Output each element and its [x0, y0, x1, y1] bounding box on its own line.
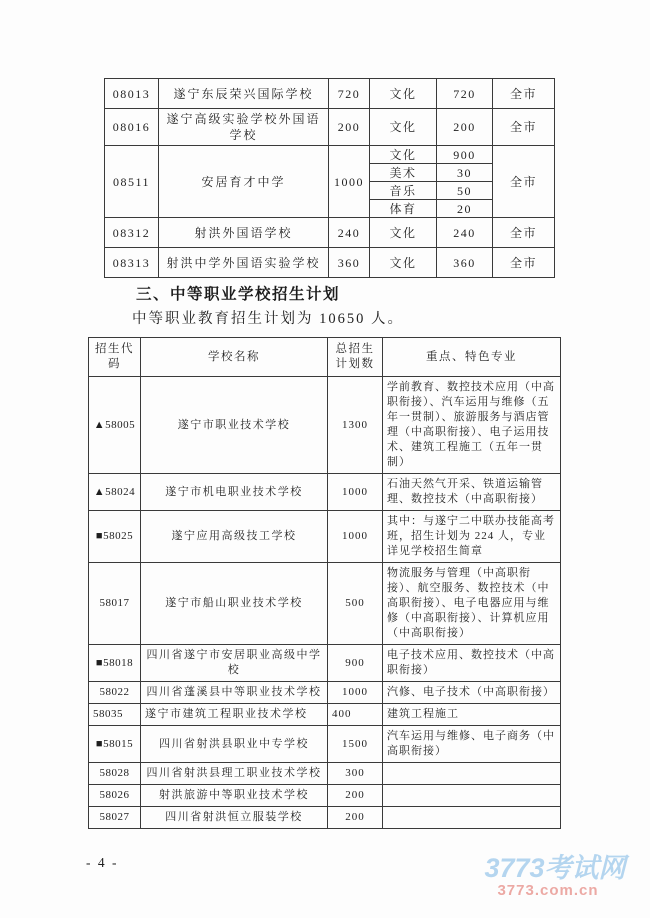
majors-cell: 电子技术应用、数控技术（中高职衔接）: [383, 645, 561, 682]
code-cell: 58028: [89, 763, 141, 785]
code-cell: 58017: [89, 563, 141, 645]
category-cell: 文化: [370, 248, 437, 278]
header-school-name: 学校名称: [141, 338, 328, 377]
table-row: [89, 726, 561, 763]
count-cell: 360: [437, 248, 493, 278]
table-row: [89, 645, 561, 682]
table-row: [89, 807, 561, 829]
section-heading: 三、中等职业学校招生计划: [136, 286, 341, 303]
code-cell: 58035: [89, 704, 141, 726]
total-cell: 720: [329, 79, 370, 109]
table-row: [105, 79, 555, 109]
school-name-cell: 遂宁东辰荣兴国际学校: [159, 79, 329, 109]
table-row: [105, 248, 555, 278]
table-header-row: [89, 338, 561, 377]
majors-cell: 物流服务与管理（中高职衔接）、航空服务、数控技术（中高职衔接）、电子电器应用与维修（中高职衔接）、计算机应用（中高职衔接）: [383, 563, 561, 645]
school-name-cell: 四川省蓬溪县中等职业技术学校: [141, 682, 328, 704]
category-cell: 文化: [370, 218, 437, 248]
total-cell: 1300: [328, 377, 383, 474]
majors-cell: 汽修、电子技术（中高职衔接）: [383, 682, 561, 704]
count-cell: 20: [437, 200, 493, 218]
scope-cell: 全市: [493, 109, 555, 146]
total-cell: 360: [329, 248, 370, 278]
section-intro: 中等职业教育招生计划为 10650 人。: [132, 311, 404, 327]
table-row: [89, 785, 561, 807]
majors-cell: [383, 763, 561, 785]
count-cell: 240: [437, 218, 493, 248]
category-cell: 文化: [370, 109, 437, 146]
count-cell: 200: [437, 109, 493, 146]
school-name-cell: 射洪旅游中等职业技术学校: [141, 785, 328, 807]
majors-cell: 学前教育、数控技术应用（中高职衔接）、汽车运用与维修（五年一贯制）、旅游服务与酒店管理（中高职衔接）、电子运用技术、建筑工程施工（五年一贯制）: [383, 377, 561, 474]
vocational-enrollment-table: [88, 337, 561, 829]
scope-cell: 全市: [493, 248, 555, 278]
senior-high-enrollment-table: [104, 78, 555, 278]
school-name-cell: 四川省射洪县职业中专学校: [141, 726, 328, 763]
category-cell: 体育: [370, 200, 437, 218]
total-cell: 1000: [329, 146, 370, 218]
total-cell: 1000: [328, 682, 383, 704]
count-cell: 30: [437, 164, 493, 182]
senior-high-table-body: [105, 79, 555, 278]
majors-cell: [383, 807, 561, 829]
table-row: [105, 146, 555, 164]
school-name-cell: 四川省射洪恒立服装学校: [141, 807, 328, 829]
total-cell: 1000: [328, 474, 383, 511]
code-cell: 08016: [105, 109, 159, 146]
page-number: - 4 -: [86, 855, 119, 870]
count-cell: 720: [437, 79, 493, 109]
majors-cell: 汽车运用与维修、电子商务（中高职衔接）: [383, 726, 561, 763]
code-cell: 08312: [105, 218, 159, 248]
majors-cell: 石油天然气开采、铁道运输管理、数控技术（中高职衔接）: [383, 474, 561, 511]
school-name-cell: 遂宁高级实验学校外国语学校: [159, 109, 329, 146]
code-cell: 08511: [105, 146, 159, 218]
majors-cell: [383, 785, 561, 807]
table-row: [89, 682, 561, 704]
code-cell: 08313: [105, 248, 159, 278]
school-name-cell: 遂宁市船山职业技术学校: [141, 563, 328, 645]
code-cell: ■58015: [89, 726, 141, 763]
school-name-cell: 遂宁市机电职业技术学校: [141, 474, 328, 511]
category-cell: 音乐: [370, 182, 437, 200]
code-cell: 58027: [89, 807, 141, 829]
total-cell: 1000: [328, 511, 383, 563]
category-cell: 文化: [370, 79, 437, 109]
total-cell: 240: [329, 218, 370, 248]
table-row: [105, 218, 555, 248]
code-cell: ■58025: [89, 511, 141, 563]
school-name-cell: 四川省遂宁市安居职业高级中学校: [141, 645, 328, 682]
total-cell: 400: [328, 704, 383, 726]
school-name-cell: 遂宁市建筑工程职业技术学校: [141, 704, 328, 726]
code-cell: 58022: [89, 682, 141, 704]
table-row: [105, 109, 555, 146]
code-cell: 58026: [89, 785, 141, 807]
table-row: [89, 563, 561, 645]
total-cell: 300: [328, 763, 383, 785]
table-row: [89, 763, 561, 785]
total-cell: 500: [328, 563, 383, 645]
code-cell: ■58018: [89, 645, 141, 682]
code-cell: 08013: [105, 79, 159, 109]
school-name-cell: 四川省射洪县理工职业技术学校: [141, 763, 328, 785]
scope-cell: 全市: [493, 79, 555, 109]
table-row: [89, 474, 561, 511]
watermark: [460, 853, 650, 899]
total-cell: 200: [328, 785, 383, 807]
scope-cell: 全市: [493, 146, 555, 218]
code-cell: ▲58024: [89, 474, 141, 511]
vocational-table-body: [89, 377, 561, 829]
school-name-cell: 射洪外国语学校: [159, 218, 329, 248]
total-cell: 200: [329, 109, 370, 146]
header-enrollment-code: 招生代码: [89, 338, 141, 377]
table-row: [89, 704, 561, 726]
category-cell: 文化: [370, 146, 437, 164]
watermark-site-name: 3773考试网: [484, 853, 626, 883]
table-row: [89, 377, 561, 474]
table-row: [89, 511, 561, 563]
count-cell: 900: [437, 146, 493, 164]
school-name-cell: 遂宁应用高级技工学校: [141, 511, 328, 563]
total-cell: 200: [328, 807, 383, 829]
watermark-site-url: 3773.com.cn: [497, 882, 599, 899]
majors-cell: 建筑工程施工: [383, 704, 561, 726]
category-cell: 美术: [370, 164, 437, 182]
scope-cell: 全市: [493, 218, 555, 248]
majors-cell: 其中：与遂宁二中联办技能高考班，招生计划为 224 人，专业详见学校招生简章: [383, 511, 561, 563]
header-key-majors: 重点、特色专业: [383, 338, 561, 377]
count-cell: 50: [437, 182, 493, 200]
total-cell: 1500: [328, 726, 383, 763]
total-cell: 900: [328, 645, 383, 682]
school-name-cell: 安居育才中学: [159, 146, 329, 218]
header-total-plan: 总招生计划数: [328, 338, 383, 377]
school-name-cell: 射洪中学外国语实验学校: [159, 248, 329, 278]
school-name-cell: 遂宁市职业技术学校: [141, 377, 328, 474]
code-cell: ▲58005: [89, 377, 141, 474]
